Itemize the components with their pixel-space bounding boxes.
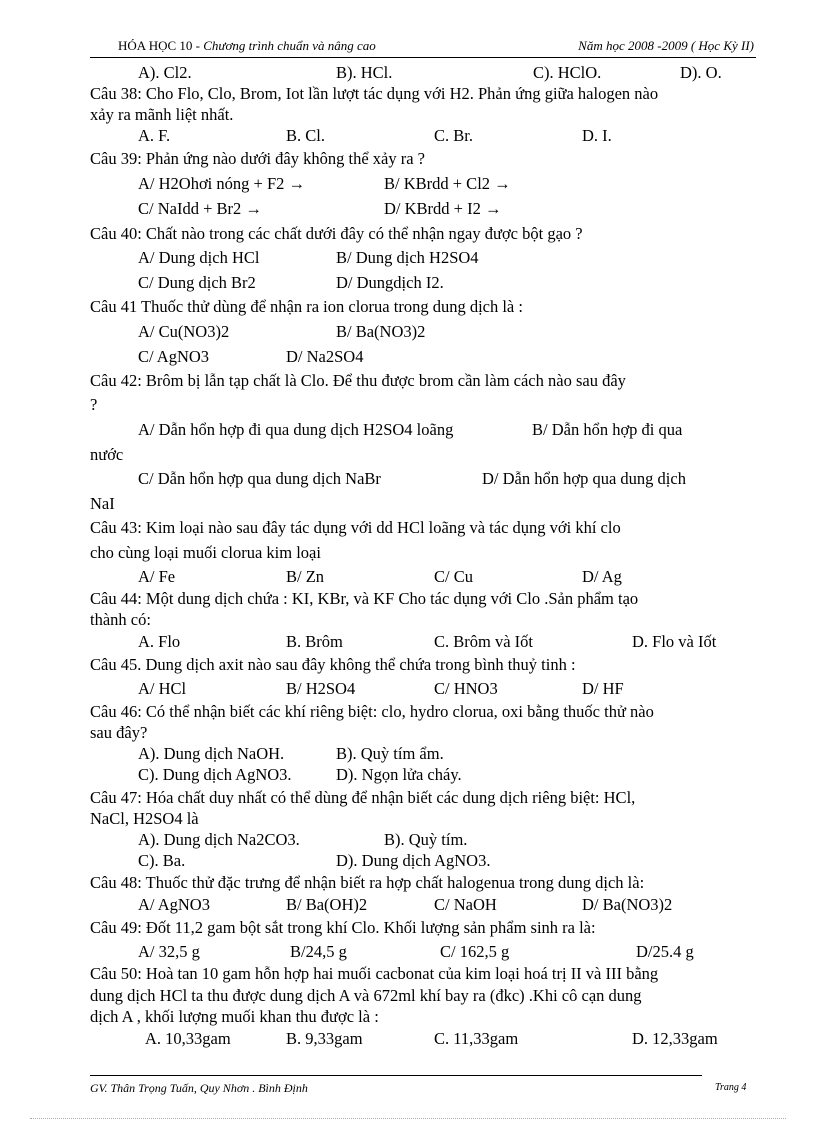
answer-option: B/ Ba(OH)2 xyxy=(286,895,368,914)
question-text-line: nước xyxy=(90,445,124,464)
answer-option: D. 12,33gam xyxy=(632,1029,718,1048)
answer-option: D). Ngọn lửa cháy. xyxy=(336,765,462,784)
question-text-line: NaCl, H2SO4 là xyxy=(90,809,199,828)
question-text-line: dung dịch HCl ta thu được dung dịch A và 672ml khí bay ra (đkc) .Khi cô cạn dung xyxy=(90,986,642,1005)
question-text-line: Câu 40: Chất nào trong các chất dưới đây có thể nhận ngay được bột gạo ? xyxy=(90,224,583,243)
answer-option: A/ AgNO3 xyxy=(138,895,210,914)
answer-option: A/ Dung dịch HCl xyxy=(138,248,260,267)
answer-option: C). Dung dịch AgNO3. xyxy=(138,765,292,784)
question-text-line: Câu 45. Dung dịch axit nào sau đây không thể chứa trong bình thuỷ tinh : xyxy=(90,655,576,674)
answer-option: C. Br. xyxy=(434,126,473,145)
answer-option: D). O. xyxy=(680,63,722,82)
answer-option: A). Cl2. xyxy=(138,63,192,82)
question-text-line: cho cùng loại muối clorua kim loại xyxy=(90,543,321,562)
question-text-line: dịch A , khối lượng muối khan thu được là : xyxy=(90,1007,379,1026)
question-text-line: Câu 43: Kim loại nào sau đây tác dụng với dd HCl loãng và tác dụng với khí clo xyxy=(90,518,621,537)
answer-option: D). Dung dịch AgNO3. xyxy=(336,851,491,870)
answer-option: B. Cl. xyxy=(286,126,325,145)
answer-option: C/ Cu xyxy=(434,567,473,586)
question-text-line: Câu 39: Phản ứng nào dưới đây không thể xảy ra ? xyxy=(90,149,426,168)
answer-option: C/ NaIdd + Br2 → xyxy=(138,199,262,218)
answer-option: B/24,5 g xyxy=(290,942,347,961)
answer-option: D/ Ag xyxy=(582,567,622,586)
question-text-line: sau đây? xyxy=(90,723,148,742)
question-text-line: Câu 46: Có thể nhận biết các khí riêng biệt: clo, hydro clorua, oxi bằng thuốc thử nào xyxy=(90,702,654,721)
answer-option: C. 11,33gam xyxy=(434,1029,519,1048)
header-rule xyxy=(90,57,756,58)
question-text-line: ? xyxy=(90,395,98,414)
footer-page-number: Trang 4 xyxy=(715,1082,747,1093)
answer-option: D/25.4 g xyxy=(636,942,694,961)
answer-option: A. Flo xyxy=(138,632,181,651)
answer-option: A/ H2Ohơi nóng + F2 → xyxy=(138,174,305,193)
answer-option: C/ Dung dịch Br2 xyxy=(138,273,256,292)
answer-option: C. Brôm và Iốt xyxy=(434,632,533,651)
question-text-line: Câu 50: Hoà tan 10 gam hỗn hợp hai muối cacbonat của kim loại hoá trị II và III bằng xyxy=(90,964,659,983)
answer-option: B/ H2SO4 xyxy=(286,679,356,698)
answer-option: D/ Dungdịch I2. xyxy=(336,273,444,292)
answer-option: A/ Fe xyxy=(138,567,176,586)
answer-option: A. 10,33gam xyxy=(145,1029,231,1048)
answer-option: A). Dung dịch NaOH. xyxy=(138,744,285,763)
answer-option: A). Dung dịch Na2CO3. xyxy=(138,830,300,849)
question-text-line: Câu 44: Một dung dịch chứa : KI, KBr, và KF Cho tác dụng với Clo .Sản phẩm tạo xyxy=(90,589,639,608)
question-text-line: xảy ra mãnh liệt nhất. xyxy=(90,105,234,124)
answer-option: B/ Dẫn hổn hợp đi qua xyxy=(532,420,683,439)
answer-option: D/ HF xyxy=(582,679,624,698)
answer-option: B/ Zn xyxy=(286,567,325,586)
question-text-line: Câu 49: Đốt 11,2 gam bột sắt trong khí Clo. Khối lượng sản phẩm sinh ra là: xyxy=(90,918,596,937)
answer-option: D/ KBrdd + I2 → xyxy=(384,199,502,218)
answer-option: A. F. xyxy=(138,126,171,145)
footer-rule xyxy=(90,1075,702,1076)
answer-option: D/ Dẫn hổn hợp qua dung dịch xyxy=(482,469,686,488)
answer-option: C). HClO. xyxy=(533,63,602,82)
answer-option: D. Flo và Iốt xyxy=(632,632,717,651)
answer-option: A/ 32,5 g xyxy=(138,942,200,961)
answer-option: C/ Dẫn hổn hợp qua dung dịch NaBr xyxy=(138,469,381,488)
answer-option: B). HCl. xyxy=(336,63,393,82)
header-title xyxy=(118,38,376,54)
answer-option: B. 9,33gam xyxy=(286,1029,363,1048)
answer-option: D/ Na2SO4 xyxy=(286,347,364,366)
answer-option: B. Brôm xyxy=(286,632,343,651)
answer-option: B/ Dung dịch H2SO4 xyxy=(336,248,479,267)
answer-option: C/ 162,5 g xyxy=(440,942,510,961)
question-text-line: Câu 48: Thuốc thử đặc trưng để nhận biết ra hợp chất halogenua trong dung dịch là: xyxy=(90,873,645,892)
question-text-line: Câu 41 Thuốc thử dùng để nhận ra ion clorua trong dung dịch là : xyxy=(90,297,523,316)
answer-option: B/ Ba(NO3)2 xyxy=(336,322,426,341)
answer-option: D. I. xyxy=(582,126,612,145)
answer-option: A/ HCl xyxy=(138,679,187,698)
answer-option: B). Quỳ tím ẩm. xyxy=(336,744,444,763)
answer-option: C/ HNO3 xyxy=(434,679,498,698)
question-text-line: thành có: xyxy=(90,610,151,629)
answer-option: A/ Dẫn hổn hợp đi qua dung dịch H2SO4 loãng xyxy=(138,420,454,439)
answer-option: C/ AgNO3 xyxy=(138,347,210,366)
question-text-line: Câu 42: Brôm bị lẫn tạp chất là Clo. Để thu được brom cần làm cách nào sau đây xyxy=(90,371,626,390)
header-subject: HÓA HỌC 10 - xyxy=(118,38,204,53)
question-text-line: Câu 47: Hóa chất duy nhất có thể dùng để nhận biết các dung dịch riêng biệt: HCl, xyxy=(90,788,636,807)
answer-option: C). Ba. xyxy=(138,851,186,870)
question-text-line: NaI xyxy=(90,494,115,513)
header-program: Chương trình chuẩn và nâng cao xyxy=(203,38,376,53)
answer-option: A/ Cu(NO3)2 xyxy=(138,322,230,341)
question-text-line: Câu 38: Cho Flo, Clo, Brom, Iot lần lượt tác dụng với H2. Phản ứng giữa halogen nào xyxy=(90,84,659,103)
answer-option: B/ KBrdd + Cl2 → xyxy=(384,174,511,193)
footer-author: GV. Thân Trọng Tuấn, Quy Nhơn . Bình Định xyxy=(90,1081,308,1095)
answer-option: C/ NaOH xyxy=(434,895,497,914)
answer-option: B). Quỳ tím. xyxy=(384,830,468,849)
page-bottom-edge xyxy=(30,1118,786,1119)
page-header xyxy=(90,36,756,56)
header-year: Năm học 2008 -2009 ( Học Kỳ II) xyxy=(578,38,754,53)
answer-option: D/ Ba(NO3)2 xyxy=(582,895,673,914)
